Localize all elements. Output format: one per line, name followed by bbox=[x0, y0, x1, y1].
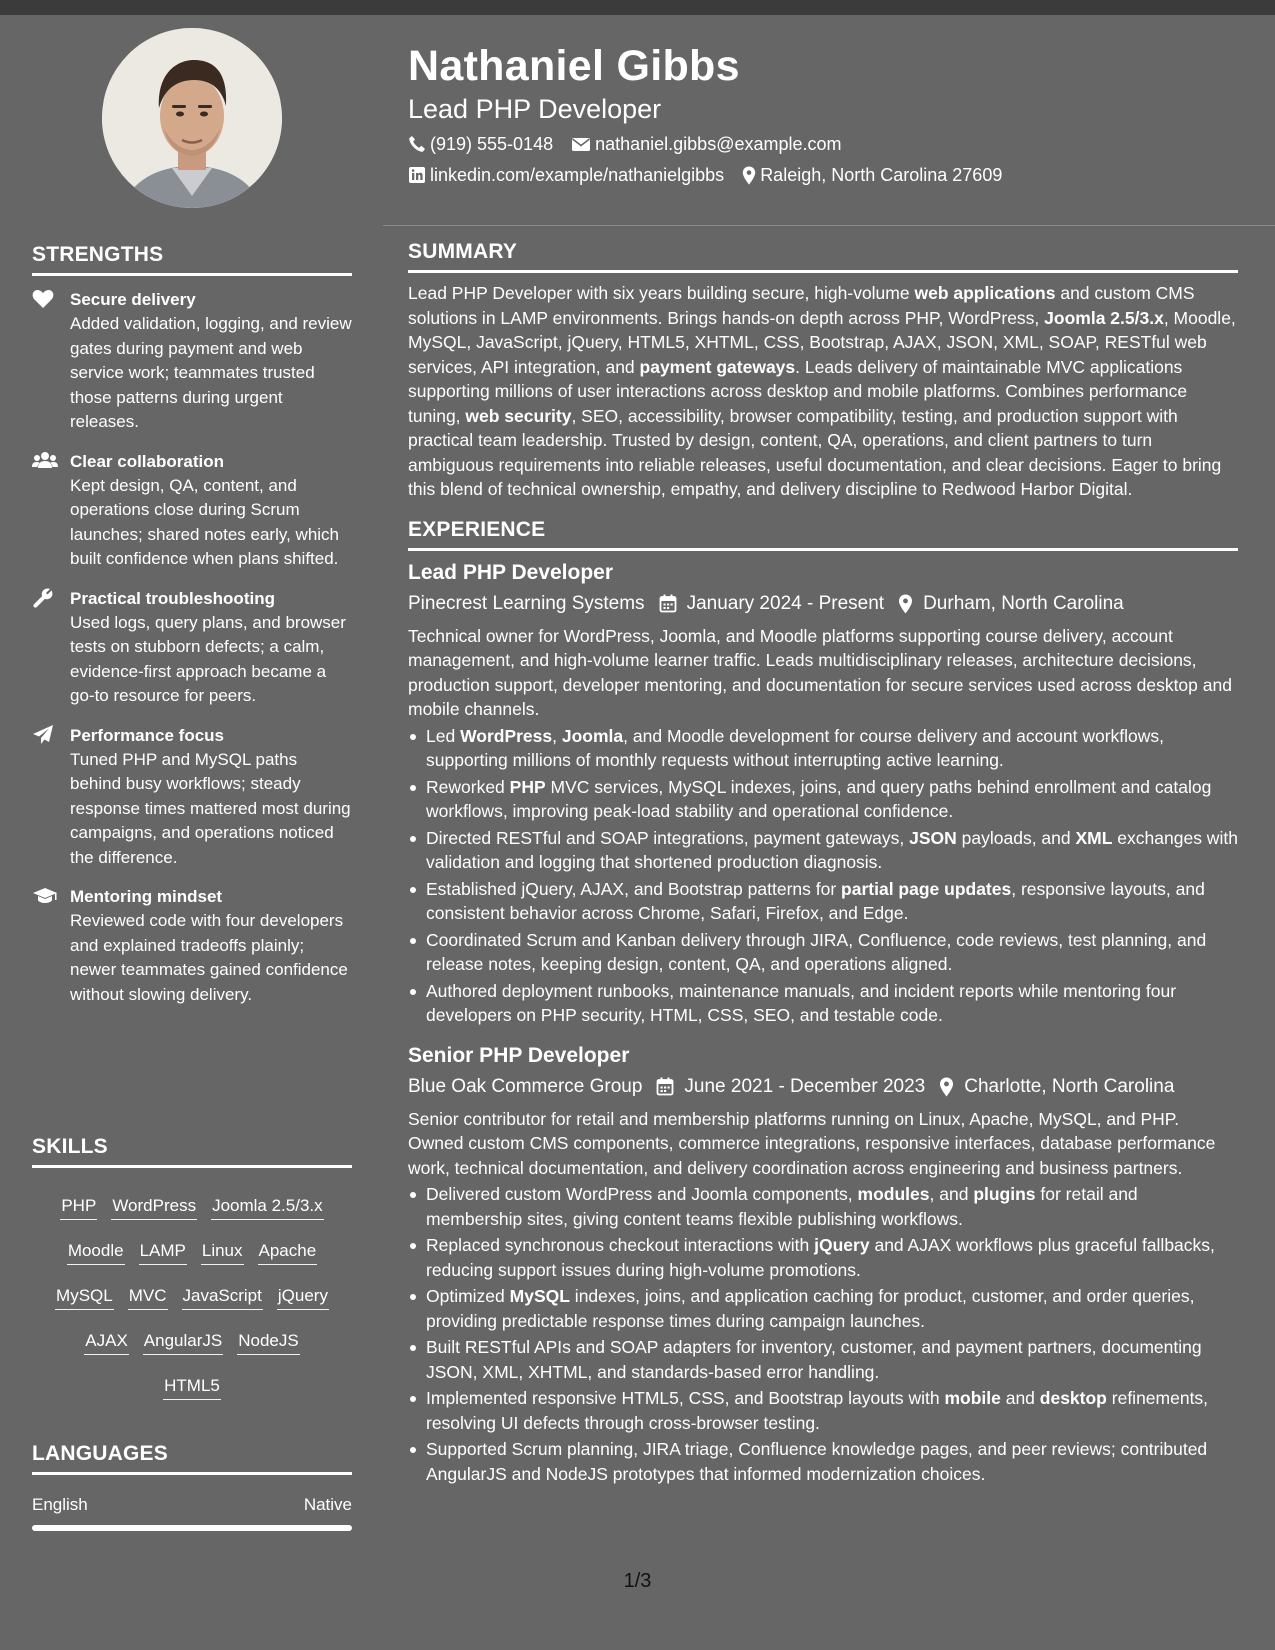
section-title: EXPERIENCE bbox=[408, 518, 1238, 551]
job-bullet bbox=[408, 1335, 1238, 1384]
paper-plane-icon bbox=[32, 725, 56, 745]
job-dates-text: June 2021 - December 2023 bbox=[684, 1075, 926, 1097]
resume-header bbox=[408, 40, 1238, 188]
text-run: Established jQuery, AJAX, and Bootstrap patterns for bbox=[426, 878, 842, 899]
email-address[interactable]: nathaniel.gibbs@example.com bbox=[595, 134, 842, 154]
company-name: Pinecrest Learning Systems bbox=[408, 592, 645, 614]
job-title: Lead PHP Developer bbox=[408, 560, 614, 584]
profile-photo bbox=[102, 28, 282, 208]
linkedin-url[interactable]: linkedin.com/example/nathanielgibbs bbox=[430, 165, 725, 185]
summary-text bbox=[408, 281, 1238, 502]
text-run: indexes, joins, and application caching for product, customer, and order queries, providing predictable response times during campaign launches. bbox=[426, 1286, 1195, 1331]
skill-tag: Linux bbox=[201, 1240, 244, 1265]
bold-text: jQuery bbox=[814, 1235, 870, 1255]
email-contact[interactable] bbox=[571, 131, 841, 157]
text-run: and bbox=[1000, 1388, 1040, 1408]
job-bullet bbox=[408, 775, 1238, 824]
bold-text: MySQL bbox=[509, 1286, 570, 1306]
skill-tag: Apache bbox=[258, 1240, 318, 1265]
location-text: Raleigh, North Carolina 27609 bbox=[760, 165, 1003, 185]
text-run: Optimized bbox=[426, 1286, 510, 1306]
skill-tag: WordPress bbox=[111, 1195, 197, 1220]
phone-number: (919) 555-0148 bbox=[430, 134, 554, 154]
text-run: Led bbox=[426, 725, 461, 746]
text-run: payloads, and bbox=[956, 827, 1076, 848]
bold-text: payment gateways bbox=[639, 356, 796, 377]
strength-title: Mentoring mindset bbox=[70, 887, 223, 906]
strength-description: Kept design, QA, content, and operations close during Scrum launches; shared notes early, which built confidence when plans shifted. bbox=[70, 475, 340, 568]
language-level: Native bbox=[303, 1495, 352, 1514]
text-run: Reworked bbox=[426, 776, 510, 797]
calendar-icon bbox=[656, 1077, 674, 1096]
skill-tag: Joomla 2.5/3.x bbox=[211, 1195, 324, 1220]
skill-list bbox=[32, 1180, 352, 1409]
bold-text: PHP bbox=[509, 776, 546, 797]
text-run: , and Moodle development for course delivery and account workflows, supporting millions of monthly requests without interrupting active learning. bbox=[426, 725, 1164, 770]
job-location bbox=[898, 590, 1124, 618]
language-name: English bbox=[32, 1495, 88, 1514]
job-bullet bbox=[408, 928, 1238, 977]
text-run: MVC services, MySQL indexes, joins, and query paths behind enrollment and catalog workflows, improving peak-load stability and operational confidence. bbox=[426, 776, 1212, 821]
map-pin-icon bbox=[939, 1077, 954, 1097]
map-pin-icon bbox=[898, 594, 913, 614]
section-title: STRENGTHS bbox=[32, 243, 352, 276]
bold-text: Joomla bbox=[561, 725, 624, 746]
job-bullet bbox=[408, 724, 1238, 773]
strength-item bbox=[32, 724, 352, 871]
job-dates bbox=[656, 1073, 925, 1101]
job-bullet bbox=[408, 979, 1238, 1028]
job-description: Technical owner for WordPress, Joomla, and Moodle platforms supporting course delivery, account management, and high-volume learner traffic. Leads multidisciplinary releases, architecture decisions, production support, developer mentoring, and documentation for secure services used across desktop and mobile channels. bbox=[408, 625, 1232, 719]
location-contact bbox=[742, 162, 1002, 188]
map-pin-icon bbox=[742, 166, 756, 185]
strength-description: Reviewed code with four developers and explained tradeoffs plainly; newer teammates gained confidence without slowing delivery. bbox=[70, 911, 348, 1004]
bold-text: partial page updates bbox=[841, 878, 1012, 899]
phone-contact bbox=[408, 131, 553, 157]
text-run: , responsive layouts, and consistent behavior across Chrome, Safari, Firefox, and Edge. bbox=[426, 878, 1205, 923]
bold-text: web applications bbox=[914, 283, 1056, 303]
bold-text: plugins bbox=[973, 1184, 1036, 1204]
text-run: . Leads delivery of maintainable MVC applications supporting millions of user interactions across desktop and mobile platforms. Combines performance tuning, bbox=[408, 356, 1188, 426]
job-entry bbox=[408, 1042, 1238, 1487]
linkedin-contact[interactable] bbox=[408, 162, 724, 188]
bold-text: WordPress bbox=[460, 725, 553, 746]
experience-section bbox=[408, 518, 1238, 1487]
strength-title: Practical troubleshooting bbox=[70, 588, 275, 608]
job-title: Senior PHP Developer bbox=[408, 1043, 630, 1067]
languages-section bbox=[32, 1442, 352, 1531]
job-entry bbox=[408, 559, 1238, 1028]
strength-item bbox=[32, 450, 352, 572]
company-name: Blue Oak Commerce Group bbox=[408, 1075, 643, 1097]
skill-tag: MVC bbox=[128, 1285, 168, 1310]
candidate-role: Lead PHP Developer bbox=[408, 94, 662, 124]
strength-description: Used logs, query plans, and browser tests on stubborn defects; a calm, evidence-first approach became a go-to resource for peers. bbox=[70, 612, 346, 705]
text-run: Built RESTful APIs and SOAP adapters for inventory, customer, and payment partners, documenting JSON, XML, XHTML, and standards-based error handling. bbox=[426, 1337, 1202, 1382]
envelope-icon bbox=[571, 136, 591, 152]
language-proficiency-bar bbox=[32, 1525, 352, 1531]
skill-tag: LAMP bbox=[139, 1240, 187, 1265]
job-dates bbox=[659, 590, 885, 618]
text-run: Lead PHP Developer with six years building secure, high-volume bbox=[408, 283, 915, 303]
strength-item bbox=[32, 885, 352, 1007]
skill-tag: AngularJS bbox=[143, 1330, 223, 1355]
text-run: Supported Scrum planning, JIRA triage, Confluence knowledge pages, and peer reviews; contributed AngularJS and NodeJS prototypes that informed modernization choices. bbox=[426, 1439, 1208, 1484]
users-icon bbox=[32, 451, 56, 471]
contact-row bbox=[408, 131, 1238, 157]
job-bullets bbox=[408, 724, 1238, 1028]
job-location-text: Charlotte, North Carolina bbox=[964, 1075, 1175, 1097]
text-run: Authored deployment runbooks, maintenance manuals, and incident reports while mentoring four developers on PHP security, HTML, CSS, SEO, and testable code. bbox=[426, 980, 1177, 1025]
linkedin-icon bbox=[408, 166, 426, 184]
strength-title: Performance focus bbox=[70, 725, 224, 745]
strength-item bbox=[32, 587, 352, 709]
job-bullet bbox=[408, 1437, 1238, 1486]
job-bullets bbox=[408, 1182, 1238, 1486]
job-bullet bbox=[408, 1233, 1238, 1282]
job-dates-text: January 2024 - Present bbox=[686, 592, 885, 614]
section-title: SUMMARY bbox=[408, 240, 1238, 273]
job-bullet bbox=[408, 1182, 1238, 1231]
bold-text: desktop bbox=[1039, 1388, 1107, 1408]
job-meta bbox=[408, 1073, 1238, 1101]
bold-text: XML bbox=[1075, 827, 1113, 848]
text-run: , SEO, accessibility, browser compatibility, testing, and production support with practical team leadership. Trusted by design, content, QA, operations, and client partners to turn ambiguous requirements into reliable releases, useful documentation, and clear decisions. Eager to bring this blend of technical ownership, empathy, and delivery discipline to Redwood Harbor Digital. bbox=[408, 405, 1222, 499]
candidate-name: Nathaniel Gibbs bbox=[408, 42, 740, 90]
strength-title: Secure delivery bbox=[70, 290, 196, 309]
bold-text: modules bbox=[857, 1184, 930, 1204]
skill-tag: NodeJS bbox=[237, 1330, 299, 1355]
section-title: SKILLS bbox=[32, 1135, 352, 1168]
skills-section bbox=[32, 1135, 352, 1409]
skill-tag: HTML5 bbox=[163, 1375, 221, 1400]
wrench-icon bbox=[32, 588, 56, 608]
text-run: for retail and membership sites, giving content teams flexible publishing workflows. bbox=[426, 1184, 1138, 1229]
skill-tag: Moodle bbox=[67, 1240, 125, 1265]
strength-title: Clear collaboration bbox=[70, 451, 224, 471]
page-number: 1/3 bbox=[623, 1570, 652, 1592]
text-run: Directed RESTful and SOAP integrations, payment gateways, bbox=[426, 827, 910, 848]
bold-text: Joomla 2.5/3.x bbox=[1044, 307, 1164, 328]
strength-description: Tuned PHP and MySQL paths behind busy workflows; steady response times mattered most during campaigns, and operations noticed the difference. bbox=[70, 749, 351, 867]
text-run: Delivered custom WordPress and Joomla components, bbox=[426, 1184, 858, 1204]
bold-text: mobile bbox=[944, 1388, 1001, 1408]
text-run: exchanges with validation and logging that shortened production diagnosis. bbox=[426, 827, 1238, 872]
job-location bbox=[939, 1073, 1174, 1101]
skill-tag: jQuery bbox=[277, 1285, 329, 1310]
text-run: Replaced synchronous checkout interactions with bbox=[426, 1235, 815, 1255]
phone-icon bbox=[408, 135, 426, 153]
contact-row bbox=[408, 162, 1238, 188]
language-row bbox=[32, 1487, 352, 1517]
text-run: and custom CMS solutions in LAMP environments. Brings hands-on depth across PHP, WordPress, bbox=[408, 283, 1195, 328]
job-location-text: Durham, North Carolina bbox=[923, 592, 1124, 614]
main-content bbox=[408, 240, 1238, 1488]
text-run: , Moodle, MySQL, JavaScript, jQuery, HTML5, XHTML, CSS, Bootstrap, AJAX, JSON, XML, SOAP, RESTful web services, API integration, and bbox=[408, 307, 1236, 377]
text-run: Implemented responsive HTML5, CSS, and Bootstrap layouts with bbox=[426, 1388, 945, 1408]
strength-description: Added validation, logging, and review gates during payment and web service work; teammates trusted those patterns during urgent releases. bbox=[70, 314, 352, 431]
job-bullet bbox=[408, 1386, 1238, 1435]
job-meta bbox=[408, 590, 1238, 618]
strengths-section bbox=[32, 243, 352, 1022]
skill-tag: MySQL bbox=[55, 1285, 114, 1310]
text-run: , bbox=[552, 725, 562, 746]
summary-section bbox=[408, 240, 1238, 502]
calendar-icon bbox=[659, 594, 677, 613]
job-bullet bbox=[408, 1284, 1238, 1333]
strength-item bbox=[32, 288, 352, 435]
job-description: Senior contributor for retail and membership platforms running on Linux, Apache, MySQL, and PHP. Owned custom CMS components, commerce integrations, responsive interfaces, database performance work, technical documentation, and delivery coordination across engineering and business partners. bbox=[408, 1108, 1216, 1178]
text-run: and AJAX workflows plus graceful fallbacks, reducing support issues during high-volume promotions. bbox=[426, 1235, 1215, 1280]
bold-text: web security bbox=[465, 405, 572, 426]
skill-tag: JavaScript bbox=[182, 1285, 263, 1310]
job-bullet bbox=[408, 826, 1238, 875]
skill-tag: AJAX bbox=[84, 1330, 129, 1355]
text-run: , and bbox=[929, 1184, 974, 1204]
skill-tag: PHP bbox=[60, 1195, 97, 1220]
header-divider bbox=[383, 225, 1275, 226]
job-bullet bbox=[408, 877, 1238, 926]
graduation-cap-icon bbox=[32, 886, 56, 906]
heart-icon bbox=[32, 289, 56, 309]
top-bar bbox=[0, 0, 1275, 15]
section-title: LANGUAGES bbox=[32, 1442, 352, 1475]
text-run: refinements, resolving UI defects through cross-browser testing. bbox=[426, 1388, 1209, 1433]
text-run: Coordinated Scrum and Kanban delivery through JIRA, Confluence, code reviews, test planning, and release notes, keeping design, content, QA, and operations aligned. bbox=[426, 929, 1207, 974]
bold-text: JSON bbox=[909, 827, 957, 848]
